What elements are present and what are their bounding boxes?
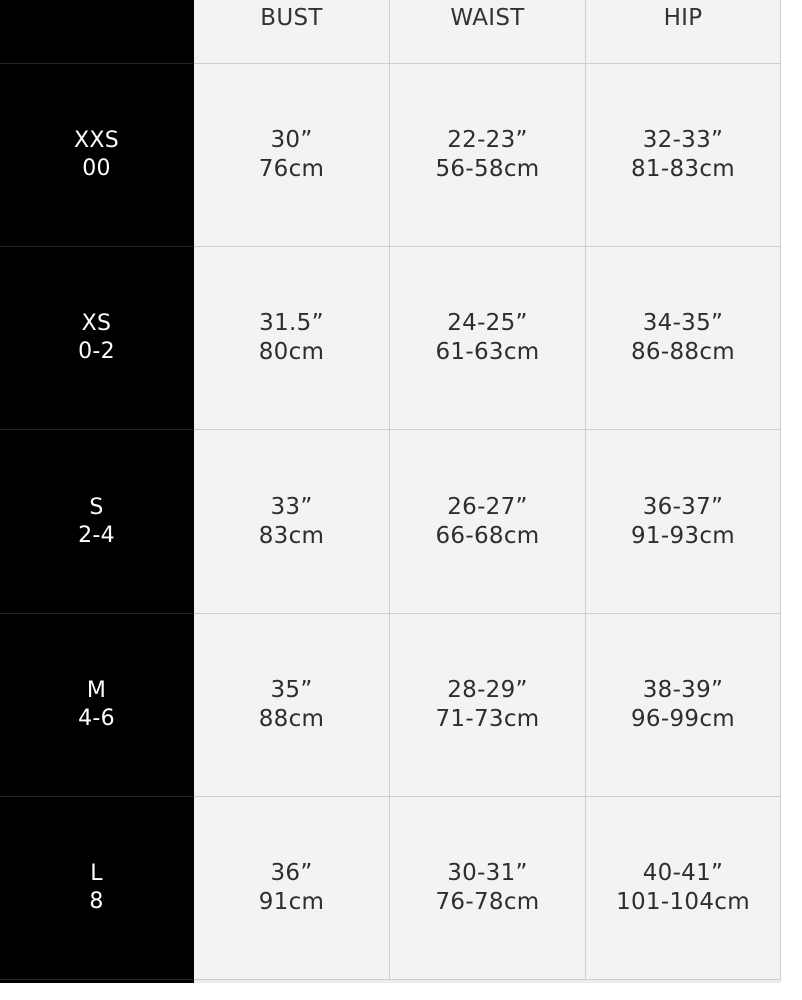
size-name: L <box>90 861 103 886</box>
waist-cell <box>390 64 586 247</box>
bust-cm: 91cm <box>258 889 325 915</box>
waist-inches: 26-27” <box>447 493 528 520</box>
bust-cm: 88cm <box>258 706 325 732</box>
bust-inches: 31.5” <box>259 310 324 336</box>
bust-cell <box>194 797 390 980</box>
hip-inches: 32-33” <box>642 127 724 153</box>
waist-inches: 30-31” <box>447 860 528 886</box>
bust-cm: 83cm <box>258 522 325 549</box>
waist-cm: 56-58cm <box>435 156 540 182</box>
bust-inches: 35” <box>270 677 313 703</box>
hip-cell <box>586 247 781 430</box>
column-header-hip: HIP <box>586 0 781 64</box>
waist-inches: 28-29” <box>447 677 528 703</box>
size-name: M <box>86 678 107 703</box>
header-corner <box>0 0 194 64</box>
waist-cell <box>390 614 586 797</box>
size-us-number: 4-6 <box>78 706 115 731</box>
bust-inches: 33” <box>270 493 313 520</box>
next-row-edge <box>194 980 390 983</box>
size-us-number: 8 <box>89 889 104 914</box>
waist-cell <box>390 797 586 980</box>
hip-cm: 96-99cm <box>631 706 735 732</box>
hip-cell <box>586 797 781 980</box>
hip-cell <box>586 430 781 614</box>
bust-cell <box>194 247 390 430</box>
right-edge <box>781 980 802 983</box>
size-us-number: 00 <box>82 156 111 181</box>
size-name: S <box>89 494 104 520</box>
bust-cell <box>194 614 390 797</box>
right-edge <box>781 64 802 247</box>
waist-cm: 61-63cm <box>435 339 540 365</box>
hip-inches: 38-39” <box>642 677 724 703</box>
hip-cell <box>586 64 781 247</box>
hip-cm: 91-93cm <box>631 522 735 549</box>
size-name: XS <box>81 311 112 336</box>
column-header-bust: BUST <box>194 0 390 64</box>
hip-cm: 86-88cm <box>631 339 735 365</box>
column-header-waist: WAIST <box>390 0 586 64</box>
waist-cm: 76-78cm <box>435 889 540 915</box>
size-name: XXS <box>73 128 119 153</box>
size-label-xxs <box>0 64 194 247</box>
waist-inches: 24-25” <box>447 310 528 336</box>
size-label-l <box>0 797 194 980</box>
hip-cm: 101-104cm <box>616 889 750 915</box>
bust-cell <box>194 64 390 247</box>
right-edge <box>781 430 802 614</box>
size-us-number: 0-2 <box>78 339 115 364</box>
size-us-number: 2-4 <box>78 522 115 548</box>
size-label-xs <box>0 247 194 430</box>
right-edge <box>781 614 802 797</box>
bust-inches: 36” <box>270 860 313 886</box>
right-edge <box>781 797 802 980</box>
hip-inches: 34-35” <box>642 310 724 336</box>
bust-inches: 30” <box>270 127 313 153</box>
size-label-m <box>0 614 194 797</box>
hip-inches: 40-41” <box>642 860 724 886</box>
waist-cell <box>390 247 586 430</box>
bust-cell <box>194 430 390 614</box>
bust-cm: 76cm <box>258 156 325 182</box>
next-row-size-edge <box>0 980 194 983</box>
hip-inches: 36-37” <box>642 493 724 520</box>
waist-cm: 71-73cm <box>435 706 540 732</box>
right-edge <box>781 0 802 64</box>
waist-cell <box>390 430 586 614</box>
waist-inches: 22-23” <box>447 127 528 153</box>
next-row-edge <box>390 980 586 983</box>
next-row-edge <box>586 980 781 983</box>
hip-cm: 81-83cm <box>631 156 735 182</box>
right-edge <box>781 247 802 430</box>
size-label-s <box>0 430 194 614</box>
hip-cell <box>586 614 781 797</box>
waist-cm: 66-68cm <box>435 522 540 549</box>
bust-cm: 80cm <box>258 339 325 365</box>
